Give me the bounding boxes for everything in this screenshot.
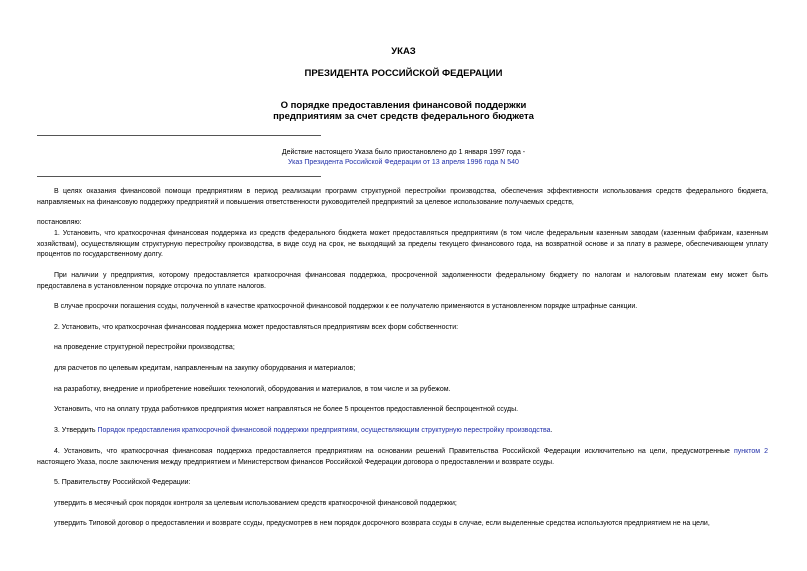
paragraph-4	[37, 447, 768, 468]
suspension-decree-link[interactable]: Указ Президента Российской Федерации от 13 апреля 1996 года N 540	[288, 159, 519, 166]
paragraph-3-prefix: 3. Утвердить	[54, 427, 98, 434]
issuer-title: ПРЕЗИДЕНТА РОССИЙСКОЙ ФЕДЕРАЦИИ	[304, 68, 503, 79]
paragraph-2: 2. Установить, что краткосрочная финансовая поддержка может предоставляться предприятиям всех форм собственности:	[54, 324, 459, 331]
paragraph-2-item-1: на проведение структурной перестройки производства;	[54, 344, 235, 351]
paragraph-5: 5. Правительству Российской Федерации:	[54, 479, 191, 486]
paragraph-3-suffix: .	[550, 427, 553, 434]
suspension-note: Действие настоящего Указа было приостановлено до 1 января 1997 года -	[281, 149, 526, 156]
clause-2-link[interactable]: пунктом 2	[733, 448, 768, 455]
suspension-note-link-line	[0, 158, 807, 168]
note-top-divider	[37, 135, 321, 136]
paragraph-5-item-2: утвердить Типовой договор о предоставлении и возврате ссуды, предусмотрев в нем порядок досрочного возврата ссуды в случае, если выделенные средства используются предприятием не на цели,	[54, 520, 710, 527]
paragraph-3	[37, 426, 768, 437]
paragraph-4-prefix: 4. Установить, что краткосрочная финансовая поддержка предоставляется предприятиям на основании решений Правительства Российской Федерации исключительно на цели, предусмотренные	[54, 448, 734, 455]
paragraph-2-item-2: для расчетов по целевым кредитам, направленным на закупку оборудования и материалов;	[54, 365, 356, 372]
paragraph-1: 1. Установить, что краткосрочная финансовая поддержка из средств федерального бюджета может предоставляться предприятиям (в том числе федеральным казенным заводам (казенным фабрикам, казенным хозяйствам), осуществляющим структурную перестройку производства, в виде ссуд на срок, не выходящий за пределы текущего финансового года, на возвратной основе и за плату в размере, обеспечивающем уплату процентов по государственному долгу.	[37, 230, 768, 258]
paragraph-2-item-3: на разработку, внедрение и приобретение новейших технологий, оборудования и материалов, в том числе и за рубежом.	[54, 386, 451, 393]
paragraph-1-deferral: При наличии у предприятия, которому предоставляется краткосрочная финансовая поддержка, просроченной задолженности федеральному бюджету по налогам и налоговым платежам ему может быть предоставлена в установленном порядке отсрочка по уплате налогов.	[37, 272, 768, 290]
note-bottom-divider	[37, 176, 321, 177]
resolution-line: постановляю:	[37, 219, 82, 226]
paragraph-2-wages: Установить, что на оплату труда работников предприятия может направляться не более 5 процентов предоставленной беспроцентной ссуды.	[54, 406, 519, 413]
preamble-paragraph: В целях оказания финансовой помощи предприятиям в период реализации программ структурной перестройки производства, обеспечения эффективности использования средств федерального бюджета, направляемых на финансовую поддержку предприятий и повышения ответственности руководителей предприятий за целевое использование получаемых средств,	[37, 188, 768, 206]
decree-title: УКАЗ	[391, 46, 416, 57]
subject-title-line1: О порядке предоставления финансовой поддержки	[280, 100, 527, 111]
support-procedure-link[interactable]: Порядок предоставления краткосрочной финансовой поддержки предприятиям, осуществляющим структурную перестройку производства	[97, 427, 551, 434]
subject-title-line2: предприятиям за счет средств федерального бюджета	[273, 111, 534, 122]
paragraph-1-penalties: В случае просрочки погашения ссуды, полученной в качестве краткосрочной финансовой поддержки к ее получателю применяются в установленном порядке штрафные санкции.	[54, 303, 638, 310]
paragraph-4-suffix: настоящего Указа, после заключения между предприятием и Министерством финансов Российской Федерации договора о предоставлении и возврате ссуды.	[37, 458, 555, 466]
paragraph-5-item-1: утвердить в месячный срок порядок контроля за целевым использованием средств краткосрочной финансовой поддержки;	[54, 500, 457, 507]
